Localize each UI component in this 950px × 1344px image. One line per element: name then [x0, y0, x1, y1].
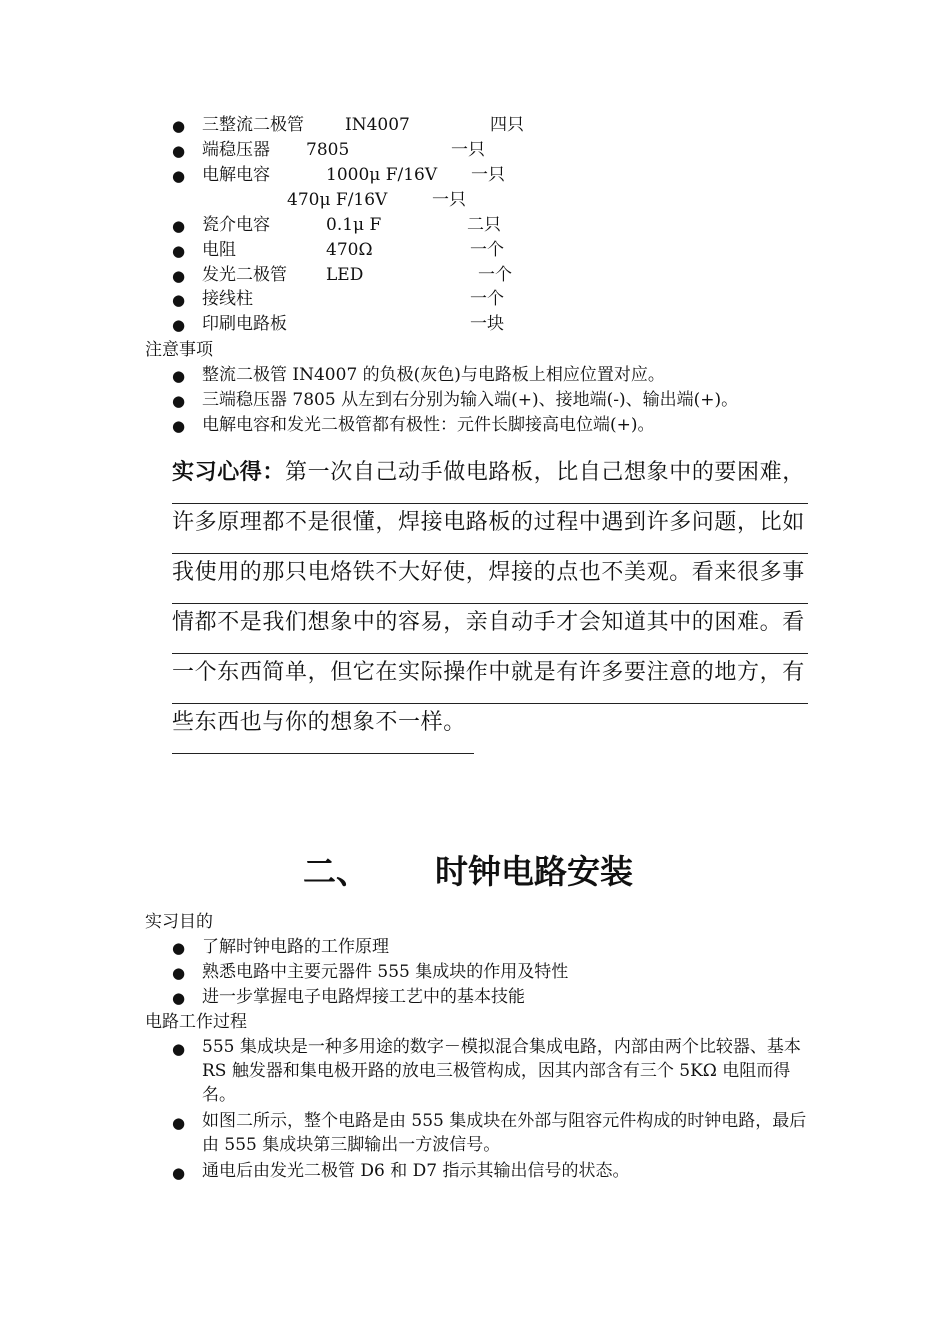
list-bullet: [172, 241, 185, 261]
note-item: 三端稳压器 7805 从左到右分别为输入端(+)、接地端(-)、输出端(+)。: [202, 390, 739, 410]
part-spec: 0.1μ F: [326, 215, 382, 235]
part-qty: 一块: [470, 314, 504, 334]
notes-heading: 注意事项: [145, 340, 213, 360]
part-name: 瓷介电容: [202, 215, 270, 235]
list-bullet: [172, 1039, 185, 1059]
part-spec: 470μ F/16V: [287, 190, 388, 210]
purpose-item: 了解时钟电路的工作原理: [202, 937, 389, 957]
section-number: 二、: [303, 852, 369, 891]
part-qty: 一只: [451, 140, 485, 160]
list-bullet: [172, 166, 185, 186]
reflection-line: [172, 455, 808, 504]
part-qty: 二只: [467, 215, 501, 235]
part-qty: 一个: [478, 265, 512, 285]
part-qty: 一只: [471, 165, 505, 185]
part-spec: 470Ω: [326, 240, 373, 260]
list-bullet: [172, 1163, 185, 1183]
list-bullet: [172, 366, 185, 386]
list-bullet: [172, 988, 185, 1008]
purpose-item: 进一步掌握电子电路焊接工艺中的基本技能: [202, 987, 525, 1007]
list-bullet: [172, 938, 185, 958]
part-name: 接线柱: [202, 289, 253, 309]
part-spec: IN4007: [345, 115, 410, 135]
reflection-line: 一个东西简单，但它在实际操作中就是有许多要注意的地方，有: [172, 655, 808, 704]
list-bullet: [172, 116, 185, 136]
part-qty: 一只: [432, 190, 466, 210]
part-name: 印刷电路板: [202, 314, 287, 334]
purpose-item: 熟悉电路中主要元器件 555 集成块的作用及特性: [202, 962, 569, 982]
section-title: 时钟电路安装: [435, 852, 633, 891]
list-bullet: [172, 141, 185, 161]
part-spec: 1000μ F/16V: [326, 165, 438, 185]
process-item: 通电后由发光二极管 D6 和 D7 指示其输出信号的状态。: [202, 1161, 630, 1181]
process-heading: 电路工作过程: [145, 1012, 247, 1032]
list-bullet: [172, 266, 185, 286]
process-item: 如图二所示，整个电路是由 555 集成块在外部与阻容元件构成的时钟电路，最后由 555 集成块第三脚输出一方波信号。: [202, 1111, 807, 1155]
list-bullet: [172, 391, 185, 411]
reflection-line: 许多原理都不是很懂，焊接电路板的过程中遇到许多问题，比如: [172, 505, 808, 554]
reflection-text: 第一次自己动手做电路板，比自己想象中的要困难，: [285, 460, 805, 485]
reflection-label: 实习心得：: [172, 460, 286, 485]
reflection-line: 我使用的那只电烙铁不大好使，焊接的点也不美观。看来很多事: [172, 555, 808, 604]
reflection-line: 些东西也与你的想象不一样。: [172, 705, 474, 754]
part-name: 三整流二极管: [202, 115, 304, 135]
part-qty: 四只: [490, 115, 524, 135]
list-bullet: [172, 1113, 185, 1133]
list-bullet: [172, 216, 185, 236]
note-item: 整流二极管 IN4007 的负极(灰色)与电路板上相应位置对应。: [202, 365, 665, 385]
part-name: 电阻: [202, 240, 236, 260]
list-bullet: [172, 290, 185, 310]
part-spec: 7805: [306, 140, 350, 160]
process-item: 555 集成块是一种多用途的数字－模拟混合集成电路，内部由两个比较器、基本 RS 触发器和集电极开路的放电三极管构成，因其内部含有三个 5KΩ 电阻而得名。: [202, 1037, 801, 1105]
reflection-line: 情都不是我们想象中的容易，亲自动手才会知道其中的困难。看: [172, 605, 808, 654]
list-bullet: [172, 963, 185, 983]
part-name: 电解电容: [202, 165, 270, 185]
part-qty: 一个: [470, 289, 504, 309]
list-bullet: [172, 416, 185, 436]
list-bullet: [172, 315, 185, 335]
part-name: 发光二极管: [202, 265, 287, 285]
note-item: 电解电容和发光二极管都有极性：元件长脚接高电位端(+)。: [202, 415, 655, 435]
part-qty: 一个: [470, 240, 504, 260]
part-spec: LED: [326, 265, 364, 285]
part-name: 端稳压器: [202, 140, 270, 160]
purpose-heading: 实习目的: [145, 912, 213, 932]
